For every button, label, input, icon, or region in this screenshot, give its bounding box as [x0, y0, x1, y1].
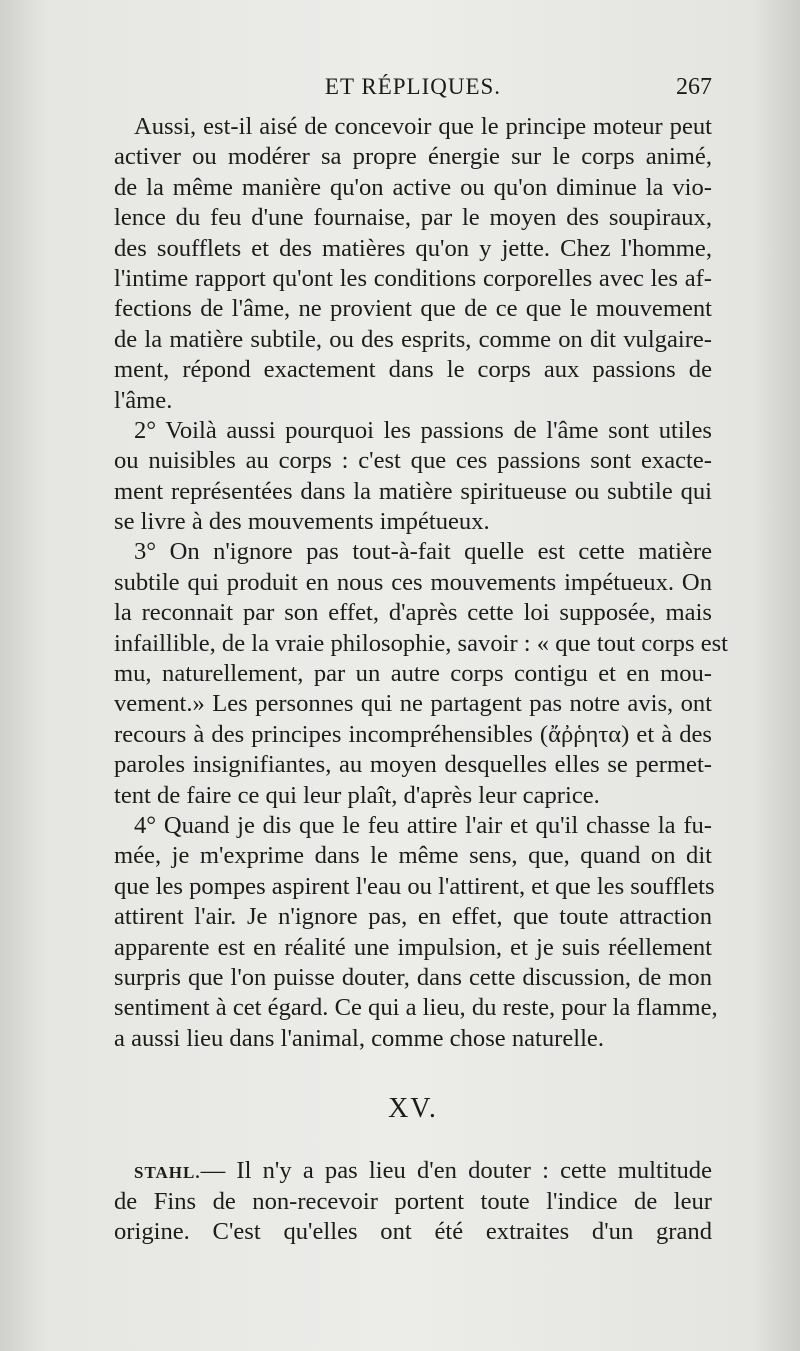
text-line: Aussi, est-il aisé de concevoir que le principe moteur peut	[134, 113, 712, 140]
page-header	[114, 74, 712, 108]
speaker-name: STAHL.	[134, 1163, 201, 1183]
text-line: de la même manière qu'on active ou qu'on diminue la vio-	[114, 173, 712, 201]
text-line: attirent l'air. Je n'ignore pas, en effet, que toute attraction	[114, 903, 712, 931]
running-title: ET RÉPLIQUES.	[324, 74, 502, 99]
text-line: a aussi lieu dans l'animal, comme chose naturelle.	[114, 1024, 605, 1052]
text-line: surpris que l'on puisse douter, dans cette discussion, de mon	[114, 963, 712, 991]
text-line: lence du feu d'une fournaise, par le moyen des soupiraux,	[114, 204, 712, 232]
text-line: sentiment à cet égard. Ce qui a lieu, du reste, pour la flamme,	[114, 994, 718, 1022]
section-title: XV.	[388, 1093, 438, 1125]
text-fragment: Il n'y a pas lieu d'en douter : cette multitude	[236, 1157, 712, 1185]
text-line: tent de faire ce qui leur plaît, d'après leur caprice.	[114, 781, 600, 809]
text-line: activer ou modérer sa propre énergie sur le corps animé,	[114, 143, 712, 171]
text-line: la reconnait par son effet, d'après cette loi supposée, mais	[114, 599, 712, 627]
text-line: recours à des principes incompréhensibles (ἄῤῥητα) et à des	[114, 720, 712, 748]
text-line: l'âme.	[114, 386, 173, 414]
paragraph-1	[114, 112, 712, 416]
text-line: de Fins de non-recevoir portent toute l'indice de leur	[114, 1187, 712, 1215]
text-line: ou nuisibles au corps : c'est que ces passions sont exacte-	[114, 447, 712, 475]
text-line: 3° On n'ignore pas tout-à-fait quelle est cette matière	[134, 538, 712, 566]
text-line: mée, je m'exprime dans le même sens, que, quand on dit	[114, 842, 712, 870]
page-number: 267	[676, 74, 712, 100]
text-line: infaillible, de la vraie philosophie, savoir : « que tout corps est	[114, 629, 729, 657]
page-body	[114, 112, 729, 1247]
text-line: 4° Quand je dis que le feu attire l'air et qu'il chasse la fu-	[134, 811, 712, 839]
section-paragraph	[114, 1156, 712, 1247]
text-line: paroles insignifiantes, au moyen desquelles elles se permet-	[114, 751, 712, 779]
text-line: de la matière subtile, ou des esprits, comme on dit vulgaire-	[114, 325, 712, 353]
text-line: se livre à des mouvements impétueux.	[114, 508, 490, 536]
paragraph-2	[114, 416, 712, 538]
speaker-dash: —	[200, 1157, 226, 1185]
text-line: ment représentées dans la matière spiritueuse ou subtile qui	[114, 477, 712, 505]
paragraph-4	[114, 811, 718, 1054]
text-line: 2° Voilà aussi pourquoi les passions de l'âme sont utiles	[134, 416, 712, 444]
paragraph-3	[114, 537, 729, 811]
text-line: vement.» Les personnes qui ne partagent pas notre avis, ont	[114, 690, 712, 718]
text-line: origine. C'est qu'elles ont été extraites d'un grand	[114, 1217, 712, 1245]
text-line: l'intime rapport qu'ont les conditions corporelles avec les af-	[114, 264, 712, 292]
text-line: subtile qui produit en nous ces mouvements impétueux. On	[114, 568, 712, 596]
text-line: que les pompes aspirent l'eau ou l'attirent, et que les soufflets	[114, 872, 715, 900]
text-line: apparente est en réalité une impulsion, et je suis réellement	[114, 933, 712, 961]
text-line: mu, naturellement, par un autre corps contigu et en mou-	[114, 660, 712, 688]
text-line: des soufflets et des matières qu'on y jette. Chez l'homme,	[114, 234, 712, 262]
text-line: ment, répond exactement dans le corps aux passions de	[114, 356, 712, 384]
text-line: fections de l'âme, ne provient que de ce que le mouvement	[114, 295, 712, 323]
text-line-with-speaker	[114, 1156, 712, 1186]
